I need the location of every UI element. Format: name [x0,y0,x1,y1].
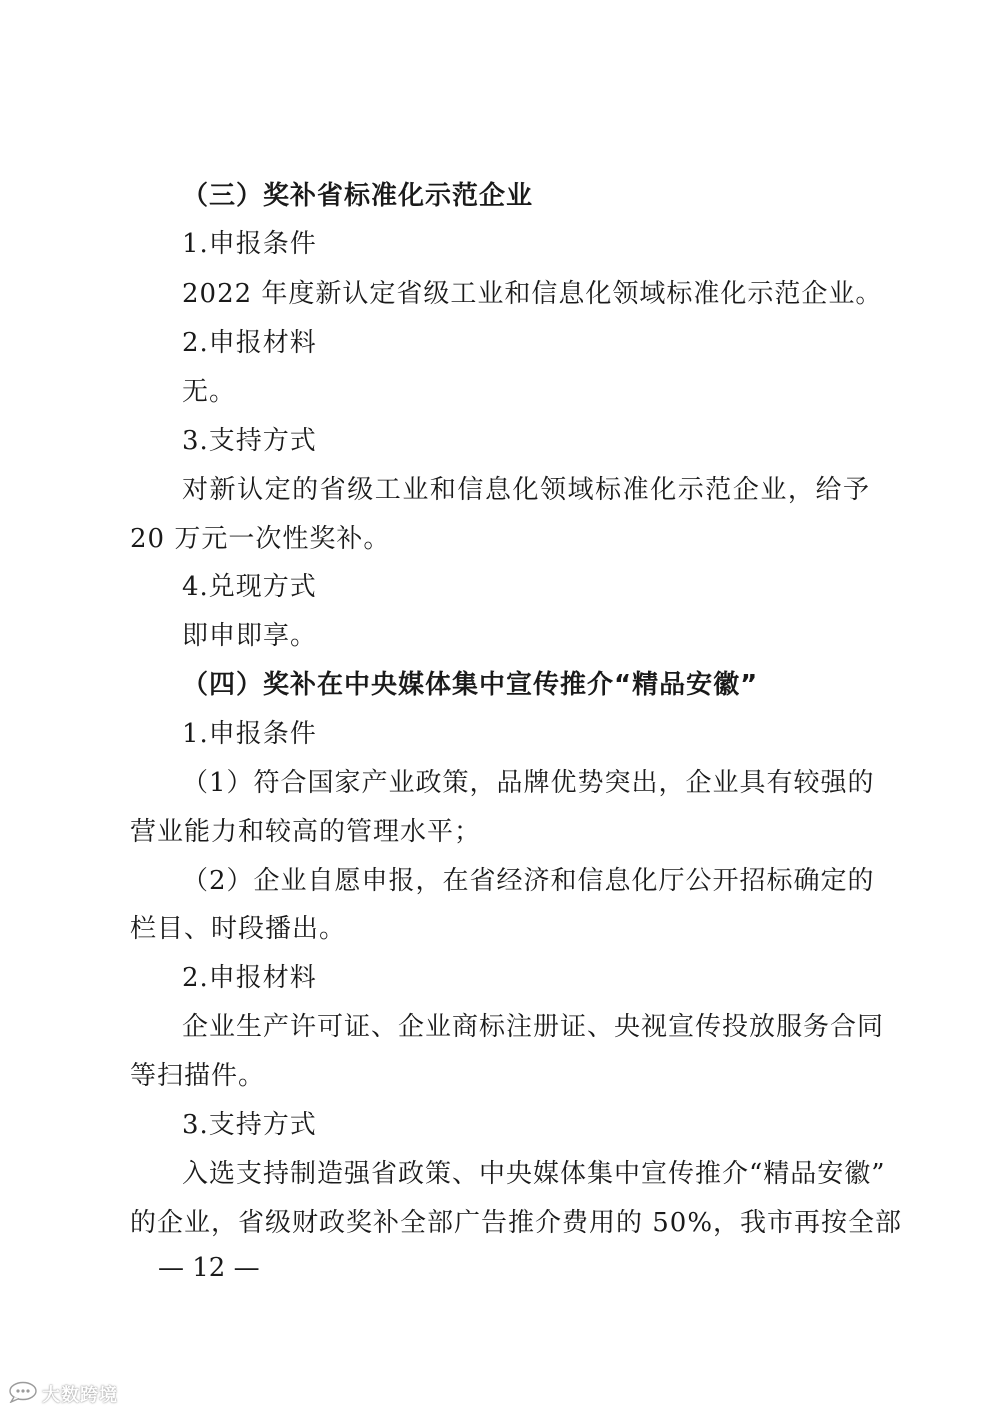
section-3-heading: （三）奖补省标准化示范企业 [182,181,534,211]
section-4-materials-text: 企业生产许可证、企业商标注册证、央视宣传投放服务合同 [182,1012,885,1042]
section-4-condition-1: （1）符合国家产业政策，品牌优势突出，企业具有较强的 [182,768,875,798]
section-3-support-text: 对新认定的省级工业和信息化领域标准化示范企业，给予 [182,475,870,505]
section-4-support-title: 3.支持方式 [182,1110,317,1140]
section-3-materials-text: 无。 [182,377,237,407]
section-4-support-text: 入选支持制造强省政策、中央媒体集中宣传推介“精品安徽” [182,1159,886,1189]
section-4-conditions-title: 1.申报条件 [182,719,317,749]
section-4-support-text-cont: 的企业，省级财政奖补全部广告推介费用的 50%，我市再按全部 [130,1208,903,1238]
section-3-redeem-title: 4.兑现方式 [182,572,317,602]
watermark [8,1380,118,1408]
speech-bubble-icon [8,1381,38,1407]
section-4-condition-2: （2）企业自愿申报，在省经济和信息化厅公开招标确定的 [182,866,875,896]
section-3-materials-title: 2.申报材料 [182,328,317,358]
section-3-support-text-cont: 20 万元一次性奖补。 [130,524,391,554]
section-4-materials-text-cont: 等扫描件。 [130,1061,266,1091]
section-3-conditions-text: 2022 年度新认定省级工业和信息化领域标准化示范企业。 [182,279,883,309]
section-4-condition-2-cont: 栏目、时段播出。 [130,914,347,944]
section-4-heading: （四）奖补在中央媒体集中宣传推介“精品安徽” [182,670,759,700]
section-3-redeem-text: 即申即享。 [182,621,318,651]
page-number: — 12 — [158,1253,260,1283]
section-3-conditions-title: 1.申报条件 [182,229,317,259]
section-4-condition-1-cont: 营业能力和较高的管理水平； [130,817,482,847]
section-4-materials-title: 2.申报材料 [182,963,317,993]
watermark-text: 大数跨境 [42,1385,118,1406]
section-3-support-title: 3.支持方式 [182,426,317,456]
